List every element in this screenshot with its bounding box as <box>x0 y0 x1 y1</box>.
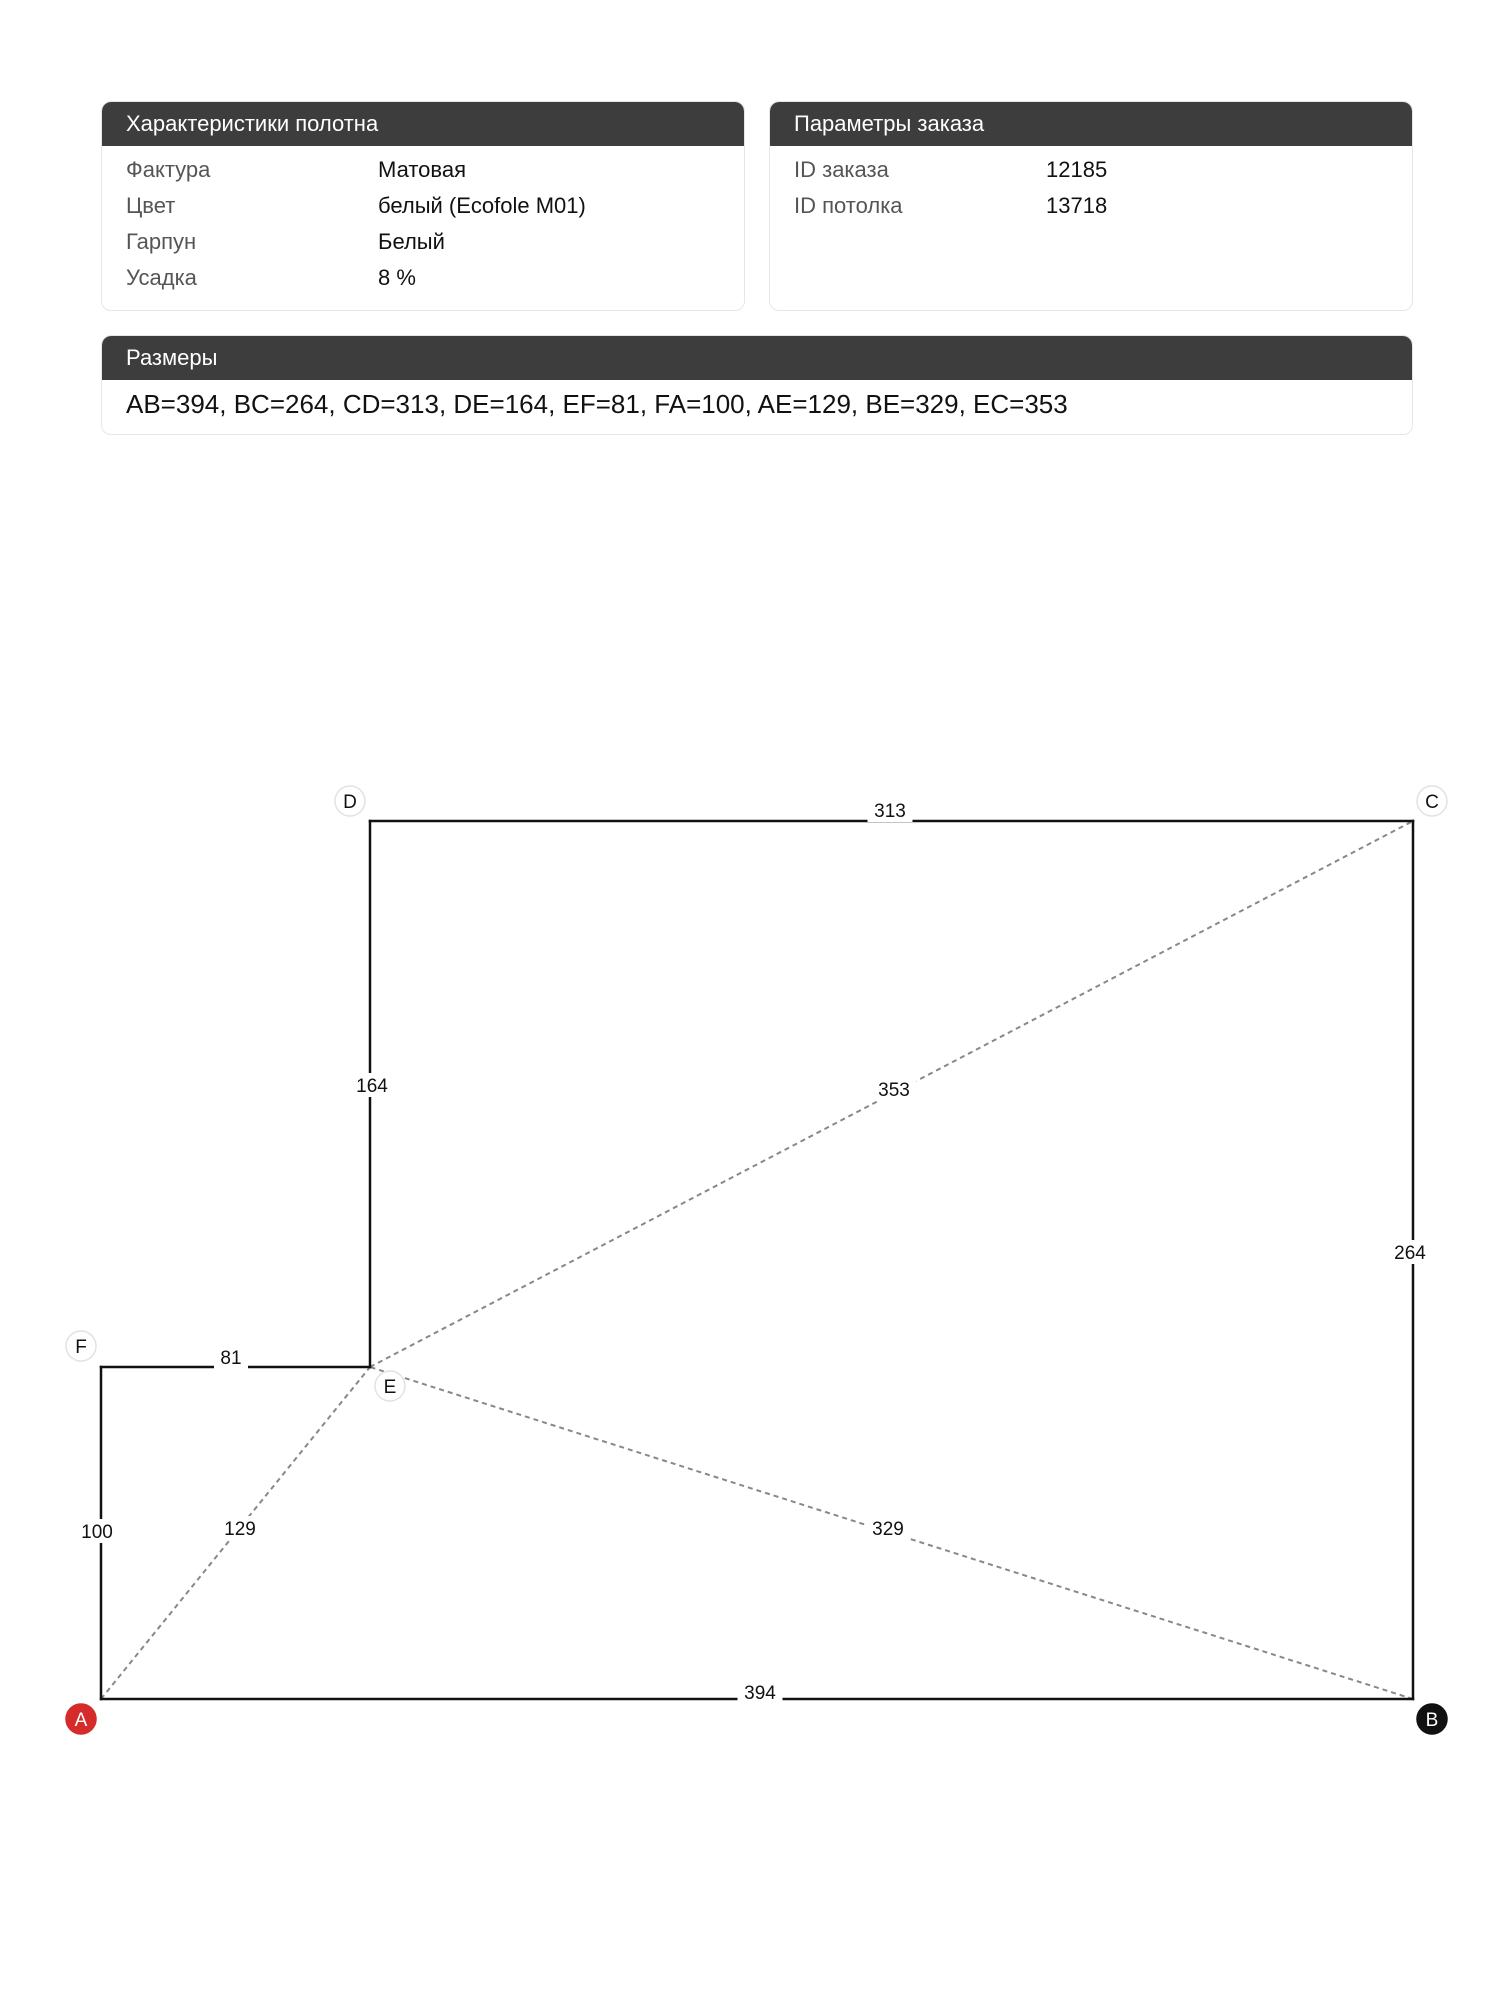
points-layer <box>66 786 1447 1734</box>
length-labels-layer <box>75 798 1433 1704</box>
side-length-AB: 394 <box>744 1683 776 1704</box>
side-length-DE: 164 <box>356 1076 388 1097</box>
order-id-label: ID заказа <box>794 157 889 182</box>
point-label-B: B <box>1425 1710 1439 1731</box>
ceiling-id-value: 13718 <box>1046 193 1108 218</box>
sides-layer <box>101 821 1413 1699</box>
point-label-A: A <box>74 1710 88 1731</box>
harpoon-label: Гарпун <box>126 229 197 254</box>
shrinkage-label: Усадка <box>126 265 197 290</box>
dimensions-text: AB=394, BC=264, CD=313, DE=164, EF=81, FA=100, AE=129, BE=329, EC=353 <box>126 389 1068 419</box>
color-value: белый (Ecofole M01) <box>378 193 586 218</box>
point-label-F: F <box>75 1337 87 1358</box>
point-label-E: E <box>383 1377 397 1398</box>
color-label: Цвет <box>126 193 176 218</box>
harpoon-value: Белый <box>378 229 445 254</box>
texture-value: Матовая <box>378 157 466 182</box>
point-label-C: C <box>1425 792 1439 813</box>
canvas-properties-title: Характеристики полотна <box>102 102 744 146</box>
order-parameters-title: Параметры заказа <box>770 102 1412 146</box>
point-label-D: D <box>343 792 357 813</box>
ceiling-id-label: ID потолка <box>794 193 903 218</box>
dimensions-title: Размеры <box>102 336 1412 380</box>
diagonal-length-BE: 329 <box>872 1519 904 1540</box>
texture-label: Фактура <box>126 157 211 182</box>
side-length-EF: 81 <box>220 1348 242 1369</box>
side-length-BC: 264 <box>1394 1243 1426 1264</box>
diagonal-length-EC: 353 <box>878 1080 910 1101</box>
order-id-value: 12185 <box>1046 157 1108 182</box>
diagonals-layer <box>101 821 1413 1699</box>
shrinkage-value: 8 % <box>378 265 416 290</box>
side-length-FA: 100 <box>81 1522 113 1543</box>
side-length-CD: 313 <box>874 801 906 822</box>
diagonal-length-AE: 129 <box>224 1519 256 1540</box>
